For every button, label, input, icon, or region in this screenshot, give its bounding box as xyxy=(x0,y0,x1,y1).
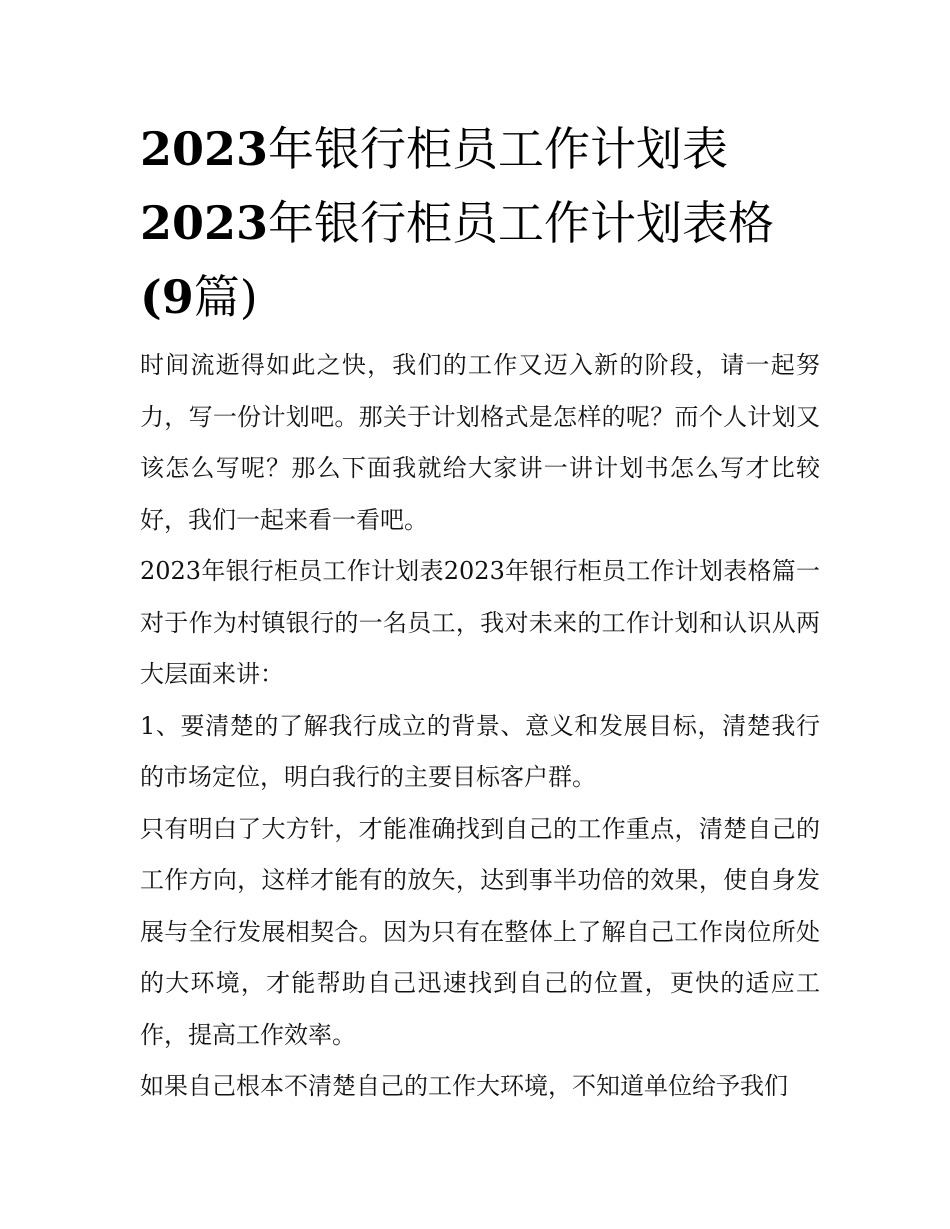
title-number: 2023 xyxy=(140,196,269,250)
title-text: 篇) xyxy=(193,270,258,324)
title-line-3 xyxy=(140,270,258,324)
title-text: 年银行柜员工作计划表 xyxy=(268,122,729,176)
title-number: (9 xyxy=(140,270,194,324)
paragraph-intro: 时间流逝得如此之快，我们的工作又迈入新的阶段，请一起努力，写一份计划吧。那关于计划格式是怎样的呢？而个人计划又该怎么写呢？那么下面我就给大家讲一讲计划书怎么写才比较好，我们一起来看一看吧。 xyxy=(140,351,820,534)
title-number: 2023 xyxy=(140,122,269,176)
paragraph-section-heading: 2023年银行柜员工作计划表2023年银行柜员工作计划表格篇一 对于作为村镇银行的一名员工，我对未来的工作计划和认识从两大层面来讲： xyxy=(140,557,820,688)
title-text: 年银行柜员工作计划表格 xyxy=(268,196,775,250)
document-content xyxy=(140,112,820,1113)
paragraph-point-1: 1、要清楚的了解我行成立的背景、意义和发展目标，清楚我行的市场定位，明白我行的主要目标客户群。 xyxy=(140,711,820,791)
document-title xyxy=(140,112,820,334)
paragraph-explanation: 只有明白了大方针，才能准确找到自己的工作重点，清楚自己的工作方向，这样才能有的放矢，达到事半功倍的效果，使自身发展与全行发展相契合。因为只有在整体上了解自己工作岗位所处的大环境，才能帮助自己迅速找到自己的位置，更快的适应工作，提高工作效率。 xyxy=(140,814,820,1049)
title-line-2 xyxy=(140,196,774,250)
document-body xyxy=(140,340,820,1113)
paragraph-continuation: 如果自己根本不清楚自己的工作大环境，不知道单位给予我们 xyxy=(140,1072,788,1100)
title-line-1 xyxy=(140,122,728,176)
